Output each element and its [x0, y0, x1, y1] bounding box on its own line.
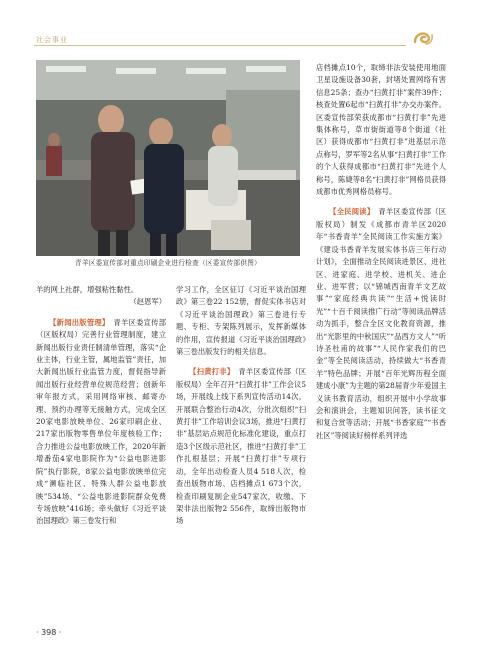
section-tag: 【扫黄打非】	[189, 367, 235, 377]
article-body-cont: 店档摊点10个，取缔非法安装使用地面卫星设施设备30套，封堵处置网络有害信息25条；查办“扫黄打非”案件39件；核查处置6起市“扫黄打非”办交办案件。区委宣传部荣获成都市“扫黄打非”先进集体称号，草市街街道等8个街道（社区）获得成都市“扫黄打非”进基层示范点称号，罗军等2名从事“扫黄打非”工作的个人获得成都市“扫黄打非”先进个人称号，陈婕等8名“扫黄打非”网格员获得成都市优秀网格员称号。	[316, 63, 446, 197]
decorative-swirl-icon	[412, 28, 434, 48]
article-body: 青羊区委宣传部（区版权局）完善行业管理制度，建立新闻出版行业责任制清单管理，落实“企业主体，行业主管，属地监管”责任，加大新闻出版行业监管力度，督促指导新闻出版行业经营单位规范经营；创新年审年报方式，采用网络审核、邮寄办理、预约办理等无接触方式，完成全区20家电影放映单位、26家印刷企业、217家出版物零售单位年度核验工作；合力推进公益电影放映工作，2020年新增番茄4家电影院作为“公益电影进影院”执行影院，8家公益电影放映单位完成“濒临社区、特殊人群公益电影放映”534场、“公益电影进影院群众免费专场放映”416场；牵头做好《习近平谈治国理政》第三卷发行和	[36, 317, 167, 526]
header-rule	[34, 45, 406, 46]
photo-caption: 青羊区委宣传部对重点印刷企业进行检查（区委宣传部供图）	[74, 259, 262, 267]
article-body-cont: 学习工作，全区征订《习近平谈治国理政》第三卷22 152册，督促实体书店对《习近平谈治国理政》第三卷进行专题、专柜、专架陈列展示，发挥新媒体的作用，宣传报道《习近平谈治国理政》第三卷出版发行的相关信息。	[176, 285, 306, 357]
middle-column	[176, 284, 306, 528]
section-tag: 【新闻出版管理】	[49, 317, 110, 327]
article-body: 青羊区委宣传部（区版权局）制发《成都市青羊区2020年“书香青羊”全民阅读工作实施方案》《建设书香青羊发展实体书店三年行动计划》，全面推动全民阅读进景区、进社区、进家庭、进学校、进机关、进企业、进军营；以“锦城西南青羊文艺故事”“家庭经典共读”“生活+悦读时光”“十百千阅读推广行动”等阅读品牌活动为抓手，整合全区文化教育资源，推出“光影里的中秋国庆”“品西方文人”“听诗圣杜甫的故事”“人民作家我们的巴金”等全民阅读活动，持续做大“书香青羊”特色品牌；开展“百年光辉历程全面建成小康”为主题的第28届青少年爱国主义读书教育活动，组织开展中小学故事会和演讲会，主题知识问答，读书征文和复合赏等活动；开展“书香家庭”“书香社区”等阅读好榜样系列评选	[316, 207, 447, 440]
section-label: 社会事业	[36, 36, 68, 44]
article-anti-pornography	[176, 366, 306, 527]
continued-text: 羊的网上社群，增强粘性黏性。	[36, 285, 139, 294]
article-national-reading	[316, 206, 446, 442]
left-column	[36, 284, 166, 528]
article-press-management	[36, 317, 166, 528]
page-number: · 398 ·	[36, 628, 62, 637]
author-credit: （赵恩军）	[129, 297, 166, 307]
article-body: 青羊区委宣传部（区版权局）全年召开“扫黄打非”工作会议5场，开展线上线下系列宣传活动14次，开展联合整治行动4次，分批次组织“扫黄打非”工作培训会议3场，推进“扫黄打非”基层站点规范化标准化建设，重点打造3个区级示范社区，推进“扫黄打非”工作扎根基层；开展“扫黄打非”专项行动，全年出动检查人员4 518人次，检查出版物市场、店档摊点1 673个次，检查印刷复制企业547家次，收缴、下架非法出版物2 556件，取缔出版物市场	[176, 367, 307, 526]
inspection-photo	[36, 60, 300, 256]
section-tag: 【全民阅读】	[329, 207, 375, 217]
page-header	[0, 0, 480, 56]
right-column	[316, 62, 446, 442]
